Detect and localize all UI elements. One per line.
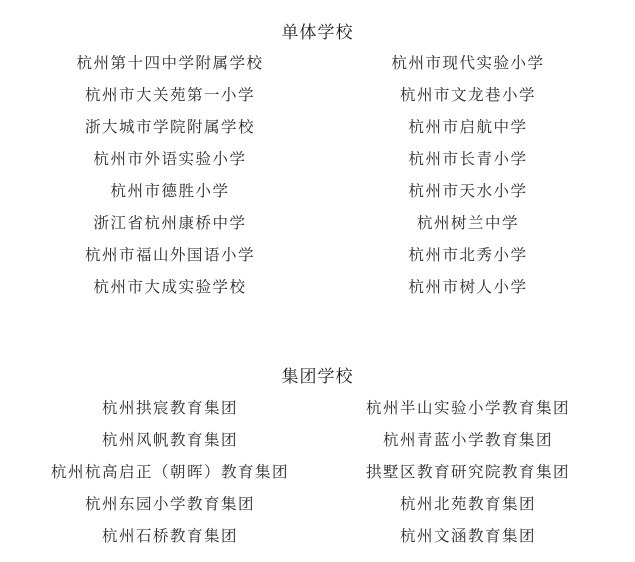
group-item: 拱墅区教育研究院教育集团: [365, 463, 570, 481]
group-item: 杭州青蓝小学教育集团: [382, 431, 553, 449]
school-item: 杭州市树人小学: [408, 278, 528, 296]
group-item: 杭州半山实验小学教育集团: [365, 399, 570, 417]
school-item: 杭州市福山外国语小学: [84, 246, 255, 264]
school-item: 杭州市长青小学: [408, 150, 528, 168]
school-item: 浙大城市学院附属学校: [84, 118, 255, 136]
group-item: 杭州北苑教育集团: [399, 495, 536, 513]
school-item: 杭州市现代实验小学: [391, 54, 545, 72]
group-item: 杭州拱宸教育集团: [101, 399, 238, 417]
group-item: 杭州石桥教育集团: [101, 527, 238, 545]
school-item: 杭州市外语实验小学: [93, 150, 247, 168]
group-schools-title: 集团学校: [281, 367, 354, 387]
school-item: 杭州市大成实验学校: [93, 278, 247, 296]
school-item: 杭州市大关苑第一小学: [84, 86, 255, 104]
school-item: 杭州树兰中学: [416, 214, 519, 232]
school-item: 杭州市天水小学: [408, 182, 528, 200]
school-item: 杭州第十四中学附属学校: [76, 54, 264, 72]
school-item: 杭州市启航中学: [408, 118, 528, 136]
group-item: 杭州杭高启正（朝晖）教育集团: [50, 463, 289, 481]
group-item: 杭州文涵教育集团: [399, 527, 536, 545]
school-item: 杭州市北秀小学: [408, 246, 528, 264]
group-item: 杭州东园小学教育集团: [84, 495, 255, 513]
school-item: 杭州市德胜小学: [110, 182, 230, 200]
school-item: 杭州市文龙巷小学: [399, 86, 536, 104]
single-schools-title: 单体学校: [281, 23, 354, 43]
group-item: 杭州风帆教育集团: [101, 431, 238, 449]
school-item: 浙江省杭州康桥中学: [93, 214, 247, 232]
